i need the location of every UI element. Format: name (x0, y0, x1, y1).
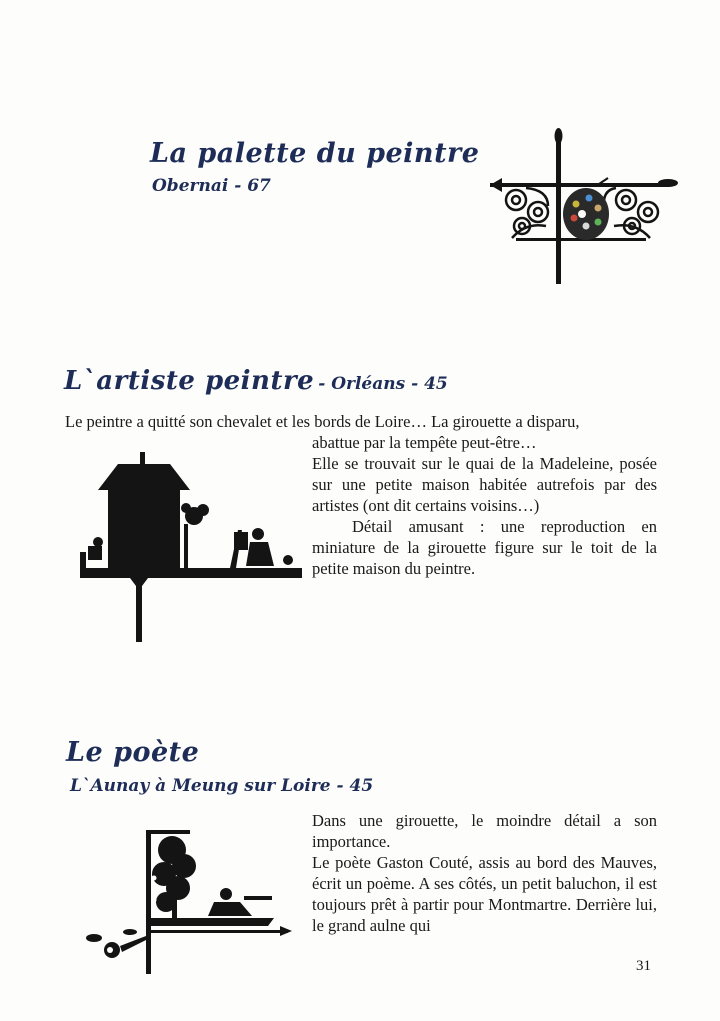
section1-location: Obernai - 67 (152, 176, 271, 196)
section2-line2: abattue par la tempête peut-être… (312, 433, 537, 452)
section3-paragraph-2: Le poète Gaston Couté, assis au bord des Mauves, écrit un poème. A ses côtés, un petit baluchon, il est toujours prêt à partir pour Montmartre. Derrière lui, le grand aulne qui (312, 853, 657, 935)
section1-title: La palette du peintre (150, 138, 480, 169)
poet-weathervane-icon (84, 826, 294, 974)
painter-weathervane-icon (78, 450, 308, 646)
section2-paragraph-3: Détail amusant : une reproduction en miniature de la girouette figure sur le toit de la petite maison du peintre. (312, 517, 657, 578)
palette-weathervane-icon (486, 126, 682, 284)
section2-line1: Le peintre a quitté son chevalet et les bords de Loire… La girouette a disparu, (65, 412, 580, 431)
section2-paragraph-2: Elle se trouvait sur le quai de la Madeleine, posée sur une petite maison habitée autrefois par des artistes (ont dit certains voisins…) (312, 454, 657, 515)
section3-location: L`Aunay à Meung sur Loire - 45 (70, 776, 374, 796)
section2-location: - Orléans - 45 (318, 374, 448, 394)
section3-paragraph-1: Dans une girouette, le moindre détail a son importance. (312, 811, 657, 851)
section3-title: Le poète (66, 737, 200, 768)
page-number: 31 (636, 958, 651, 974)
section2-title: L`artiste peintre (64, 366, 315, 396)
